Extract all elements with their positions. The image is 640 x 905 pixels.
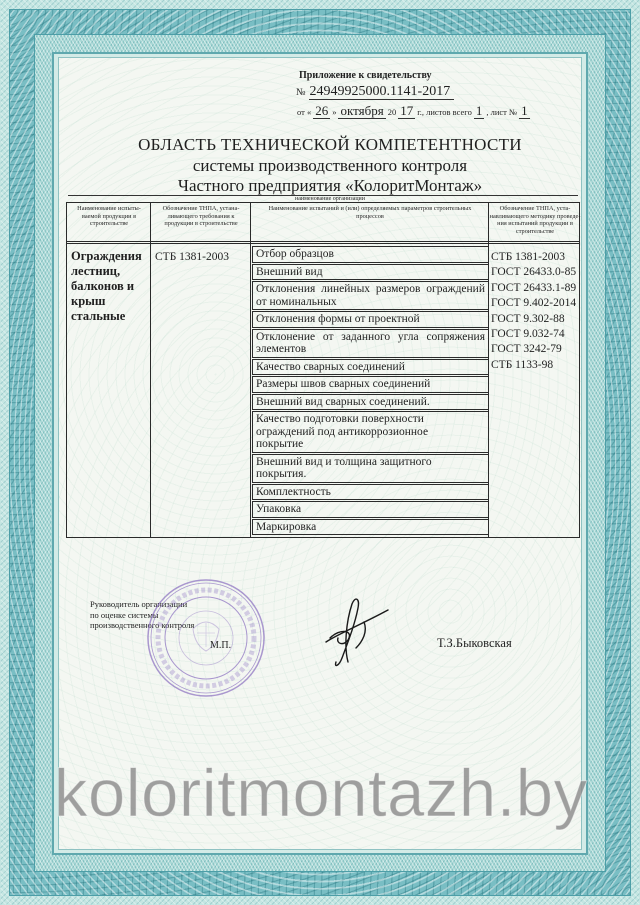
- column-divider: [250, 203, 251, 537]
- method-standard: ГОСТ 26433.0-85: [491, 266, 577, 279]
- test-row: [252, 246, 489, 263]
- document-subtitle: системы производственного контроля: [192, 156, 468, 175]
- certificate-date-line: [297, 104, 530, 119]
- method-standard: ГОСТ 9.032-74: [491, 328, 565, 341]
- product-standard: СТБ 1381-2003: [155, 251, 230, 263]
- test-line: от номинальных: [256, 295, 337, 308]
- test-row: [252, 454, 489, 483]
- header-line: ваемой продукции в: [81, 212, 137, 220]
- header-line: Обозначение ТНПА, устана-: [162, 205, 240, 212]
- test-row: [252, 311, 489, 328]
- test-row: [252, 411, 489, 453]
- test-line: ограждений под антикоррозионное: [256, 425, 429, 438]
- header-line: ливающего требования к: [167, 212, 235, 220]
- method-standard: СТБ 1381-2003: [491, 251, 566, 263]
- sheet-number-label: , лист №: [486, 107, 518, 117]
- test-line: Размеры швов сварных соединений: [256, 378, 431, 390]
- organization-caption: наименование организации: [295, 196, 365, 202]
- test-row: [252, 329, 489, 358]
- sheets-total: 1: [475, 103, 483, 118]
- handwritten-signature: [318, 592, 393, 670]
- certificate-number-line: [296, 84, 454, 100]
- header-line: Наименование испытаний и (или) определяемых параметров строительных: [268, 205, 472, 212]
- product-name: Ограждения лестниц, балконов и крыш стальные: [71, 249, 142, 323]
- role-line: Руководитель организации: [90, 599, 188, 609]
- sheet-number: 1: [521, 103, 528, 118]
- method-standard: СТБ 1133-98: [491, 358, 554, 371]
- seal-label: М.П.: [210, 640, 232, 651]
- date-year-prefix: 20: [387, 107, 397, 117]
- header-tests: [251, 205, 489, 220]
- date-day: 26: [315, 103, 329, 118]
- header-line: Наименование испыты-: [77, 205, 141, 212]
- test-line: Маркировка: [256, 520, 317, 533]
- sheets-total-label: г., листов всего: [417, 107, 472, 117]
- test-line: покрытия.: [256, 468, 307, 480]
- method-standard: ГОСТ 3242-79: [491, 343, 562, 356]
- header-product: [67, 205, 151, 228]
- date-prefix: от «: [297, 107, 312, 117]
- method-standard: ГОСТ 9.302-88: [491, 312, 565, 325]
- header-line: ния испытаний продукции в: [497, 220, 573, 228]
- test-line: элементов: [256, 343, 307, 355]
- test-line: Отклонение от заданного угла сопряжения: [256, 330, 485, 343]
- test-row: [252, 359, 489, 376]
- signatory-name: Т.З.Быковская: [437, 636, 512, 650]
- test-line: Внешний вид: [256, 265, 323, 278]
- column-divider: [150, 203, 151, 537]
- header-line: продукции в строительстве: [164, 220, 238, 228]
- test-line: Отклонения линейных размеров ограждений: [256, 283, 485, 295]
- role-line: по оценке системы: [90, 609, 159, 620]
- role-line: производственного контроля: [90, 620, 195, 630]
- test-line: Внешний вид и толщина защитного: [256, 455, 432, 468]
- test-row: [252, 484, 489, 501]
- test-row: [252, 394, 489, 411]
- test-line: Отклонения формы от проектной: [256, 313, 420, 325]
- website-watermark: koloritmontazh.by: [54, 756, 588, 831]
- header-method-standard: [489, 205, 581, 235]
- test-row: [252, 376, 489, 393]
- method-standard: ГОСТ 9.402-2014: [491, 297, 577, 310]
- test-line: Упаковка: [256, 503, 302, 515]
- date-year-suffix: 17: [400, 103, 414, 118]
- test-row: [252, 519, 489, 536]
- test-line: Внешний вид сварных соединений.: [256, 395, 430, 408]
- header-line: навливающего методику проведе-: [489, 212, 581, 220]
- date-quote-close: »: [332, 107, 337, 117]
- date-month: октября: [340, 103, 384, 118]
- method-standard: ГОСТ 26433.1-89: [491, 281, 577, 294]
- header-product-standard: [151, 205, 251, 228]
- test-row: [252, 281, 489, 310]
- header-line: процессов: [356, 212, 384, 220]
- tests-list: [252, 246, 489, 536]
- organization-name: Частного предприятия «КолоритМонтаж»: [177, 176, 483, 195]
- method-standards-list: [491, 250, 576, 373]
- test-line: Качество подготовки поверхности: [256, 413, 424, 425]
- test-line: Качество сварных соединений: [256, 360, 405, 373]
- header-double-rule: [67, 241, 579, 244]
- header-line: строительстве: [515, 227, 555, 235]
- round-seal-stamp: [145, 577, 267, 699]
- document-title: ОБЛАСТЬ ТЕХНИЧЕСКОЙ КОМПЕТЕНТНОСТИ: [138, 135, 522, 154]
- test-line: Комплектность: [256, 485, 331, 498]
- competence-table: [66, 202, 580, 538]
- certificate-number: 24949925000.1141-2017: [309, 84, 455, 100]
- number-sign: №: [296, 87, 306, 98]
- test-line: Отбор образцов: [256, 248, 334, 260]
- header-line: Обозначение ТНПА, уста-: [499, 205, 571, 212]
- appendix-label: Приложение к свидетельству: [299, 70, 432, 81]
- header-line: строительстве: [89, 220, 129, 228]
- test-row: [252, 264, 489, 281]
- test-row: [252, 501, 489, 518]
- test-line: покрытие: [256, 438, 304, 450]
